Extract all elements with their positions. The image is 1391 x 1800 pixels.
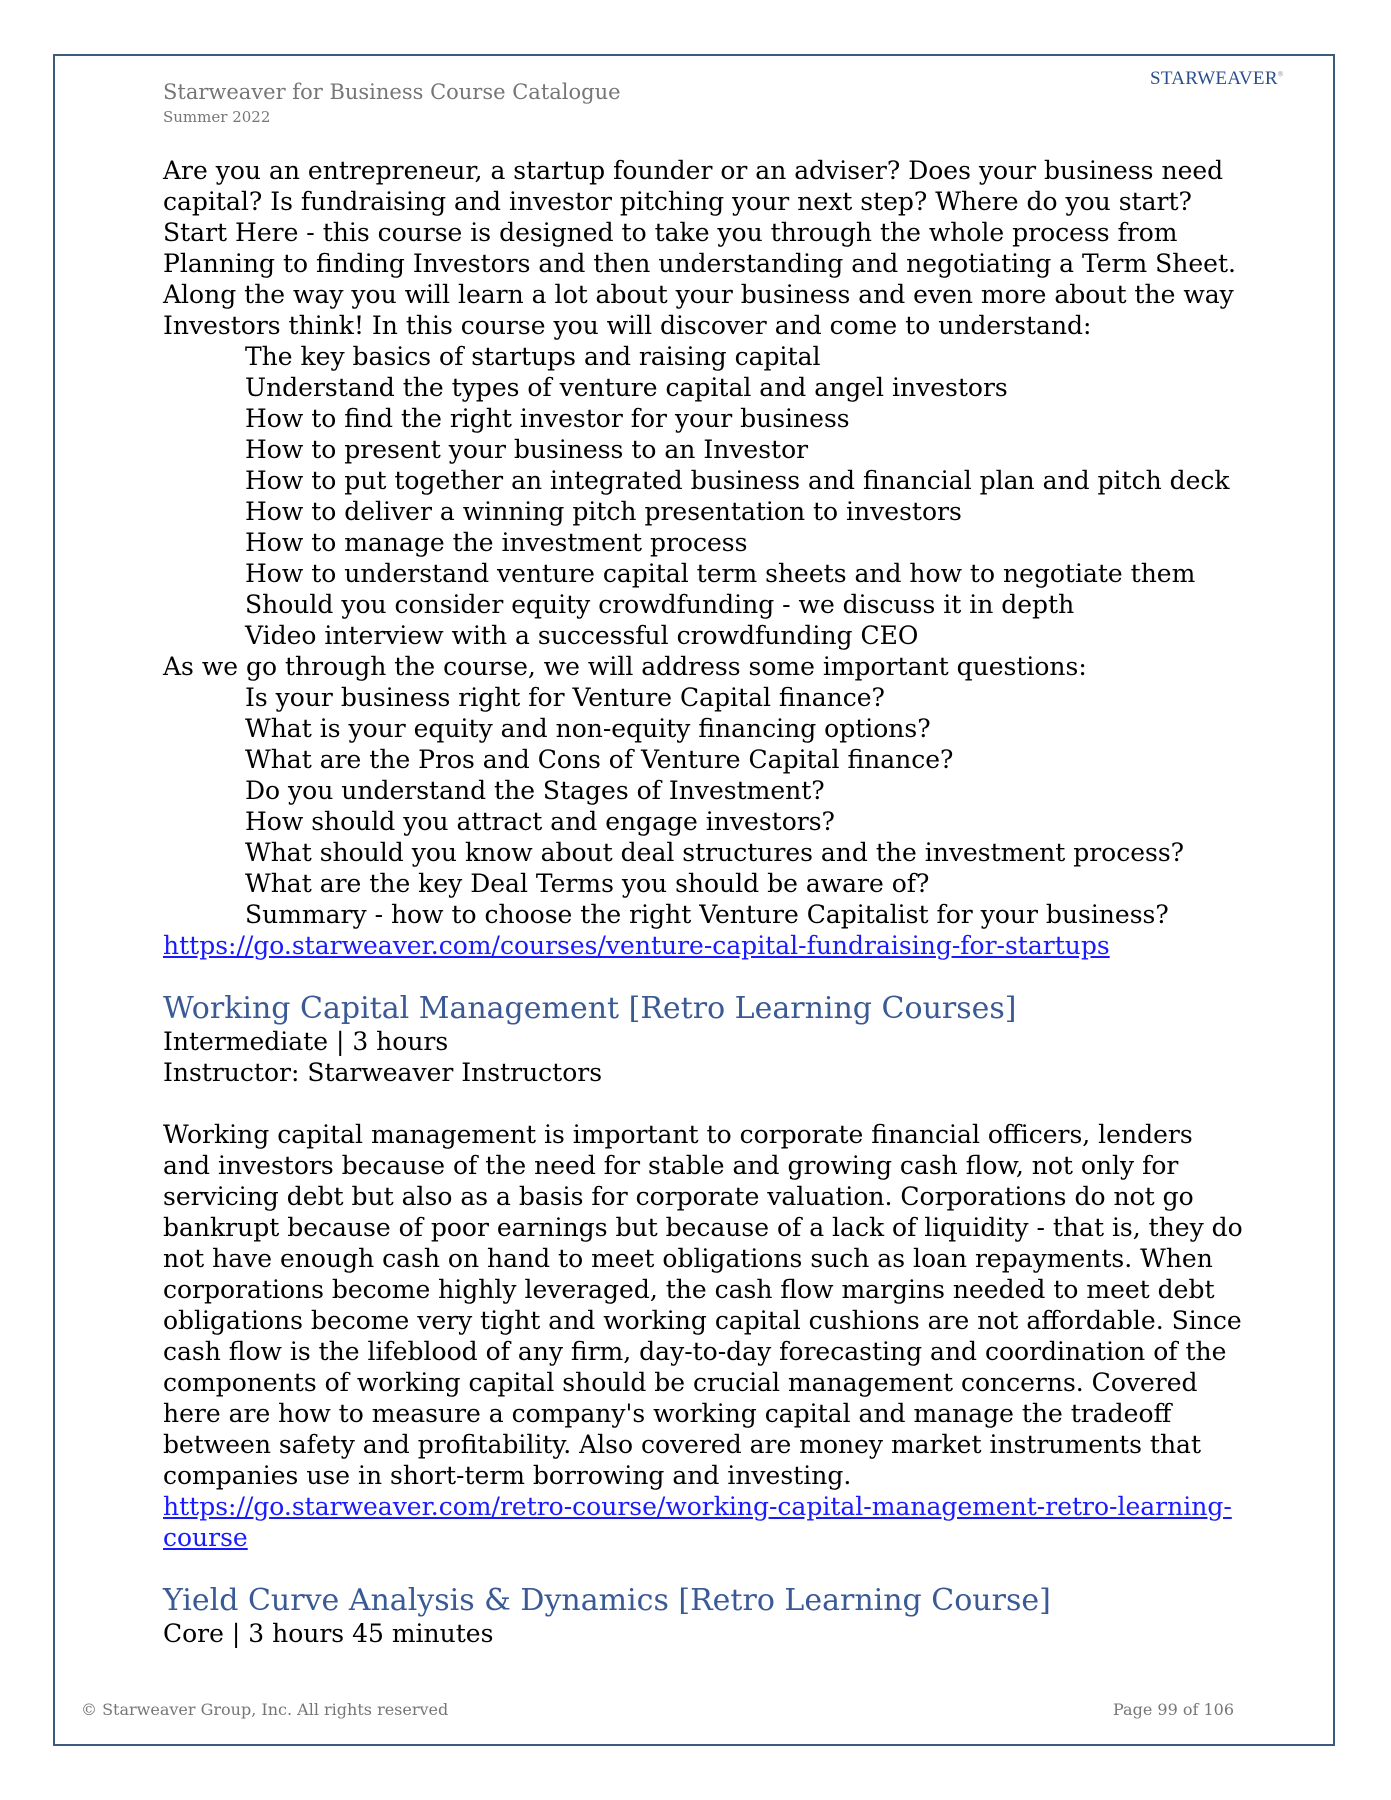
list-item: How to present your business to an Investor <box>245 435 809 464</box>
list-item: What is your equity and non-equity financing options? <box>245 714 931 743</box>
course-link-working-capital[interactable]: https://go.starweaver.com/retro-course/working-capital-management-retro-learning-course <box>163 1492 1232 1552</box>
list-item: How to put together an integrated business and financial plan and pitch deck <box>245 466 1230 495</box>
questions-intro: As we go through the course, we will address some important questions: <box>163 652 1087 681</box>
course-description: Working capital management is important to corporate financial officers, lenders and investors because of the need for stable and growing cash flow, not only for servicing debt but also as a basis for corporate valuation. Corporations do not go bankrupt because of poor earnings but because of a lack of liquidity - that is, they do not have enough cash on hand to meet obligations such as loan repayments. When corporations become highly leveraged, the cash flow margins needed to meet debt obligations become very tight and working capital cushions are not affordable. Since cash flow is the lifeblood of any firm, day-to-day forecasting and coordination of the components of working capital should be crucial management concerns. Covered here are how to measure a company's working capital and manage the tradeoff between safety and profitability. Also covered are money market instruments that companies use in short-term borrowing and investing. <box>163 1120 1243 1490</box>
course-instructor: Instructor: Starweaver Instructors <box>163 1058 603 1087</box>
course-intro: Are you an entrepreneur, a startup founder or an adviser? Does your business need capital? Is fundraising and investor pitching your next step? Where do you start? Start Here - this course is designed to take you through the whole process from Planning to finding Investors and then understanding and negotiating a Term Sheet. Along the way you will learn a lot about your business and even more about the way Investors think! In this course you will discover and come to understand: <box>163 156 1236 340</box>
list-item: Is your business right for Venture Capital finance? <box>245 683 885 712</box>
list-item: How to find the right investor for your business <box>245 404 850 433</box>
list-item: How to deliver a winning pitch presentation to investors <box>245 497 962 526</box>
list-item: How to manage the investment process <box>245 528 748 557</box>
list-item: What are the Pros and Cons of Venture Capital finance? <box>245 745 954 774</box>
list-item: What are the key Deal Terms you should be aware of? <box>245 869 930 898</box>
list-item: Should you consider equity crowdfunding - we discuss it in depth <box>245 590 1075 619</box>
footer-copyright: © Starweaver Group, Inc. All rights reserved <box>81 1700 449 1719</box>
list-item: How to understand venture capital term sheets and how to negotiate them <box>245 559 1196 588</box>
list-item: Do you understand the Stages of Investment? <box>245 776 825 805</box>
questions-list <box>163 682 1243 930</box>
catalogue-title: Starweaver for Business Course Catalogue <box>163 80 621 104</box>
course-level: Intermediate | 3 hours <box>163 1027 449 1056</box>
topics-list <box>163 341 1243 651</box>
course-title-working-capital: Working Capital Management [Retro Learning Courses] <box>163 991 1017 1026</box>
spacer <box>163 1088 1243 1119</box>
list-item: Video interview with a successful crowdfunding CEO <box>245 621 919 650</box>
registered-mark: ® <box>1277 70 1284 79</box>
page-number: Page 99 of 106 <box>1113 1700 1235 1719</box>
catalogue-season: Summer 2022 <box>163 108 271 126</box>
list-item: Summary - how to choose the right Venture Capitalist for your business? <box>245 900 1169 929</box>
page-content <box>163 155 1243 1649</box>
list-item: Understand the types of venture capital and angel investors <box>245 373 1008 402</box>
course-title-yield-curve: Yield Curve Analysis & Dynamics [Retro Learning Course] <box>163 1583 1051 1618</box>
brand-logo <box>1150 68 1283 90</box>
list-item: What should you know about deal structures and the investment process? <box>245 838 1185 867</box>
brand-name: STARWEAVER <box>1150 68 1278 89</box>
list-item: How should you attract and engage investors? <box>245 807 835 836</box>
course-level: Core | 3 hours 45 minutes <box>163 1619 494 1648</box>
course-link-venture-capital[interactable]: https://go.starweaver.com/courses/venture-capital-fundraising-for-startups <box>163 931 1110 960</box>
list-item: The key basics of startups and raising capital <box>245 342 821 371</box>
